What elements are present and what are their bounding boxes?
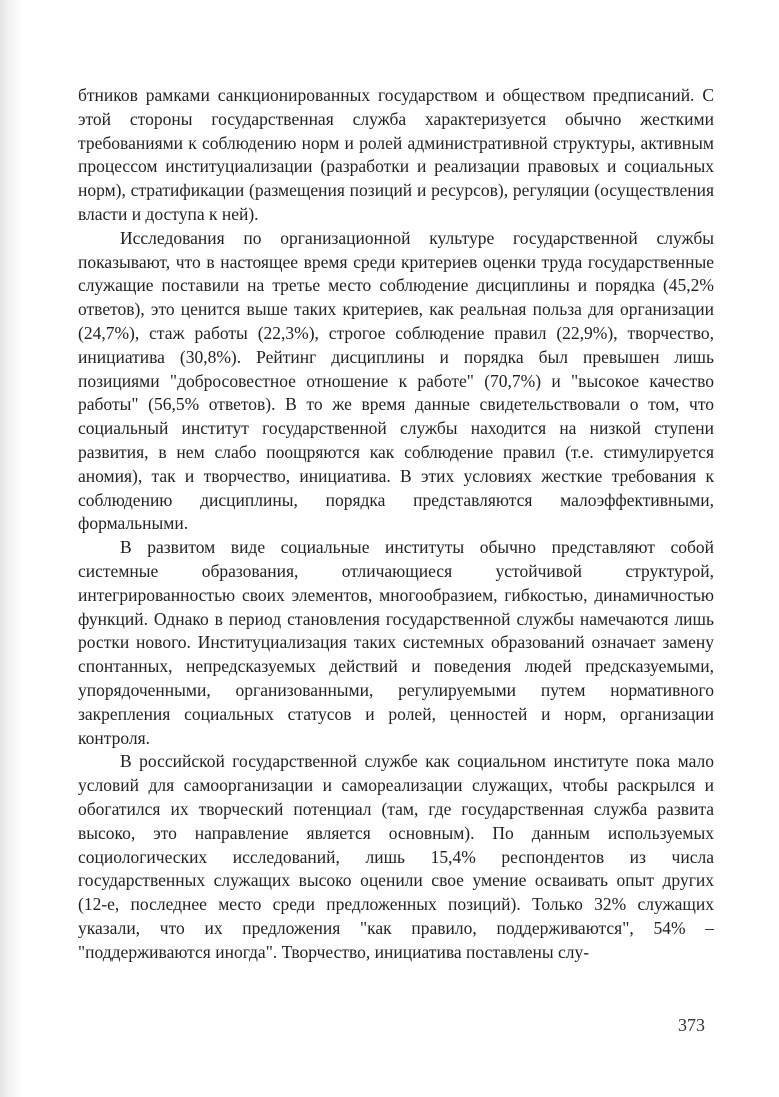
paragraph-4: В российской государственной службе как социальном институте пока мало условий для самоорганизации и самореализации служащих, чтобы раскрылся и обогатился их творческий потенциал (там, где государственная служба развита высоко, это направление является основным). По данным используемых социологических исследований, лишь 15,4% респондентов из числа государственных служащих высоко оценили свое умение осваивать опыт других (12-е, последнее место среди предложенных позиций). Только 32% служащих указали, что их предложения "как правило, поддерживаются", 54% – "поддерживаются иногда". Творчество, инициатива поставлены слу- <box>78 751 714 962</box>
page-body <box>78 84 714 964</box>
scan-edge-shadow <box>0 0 22 1097</box>
paragraph-2: Исследования по организационной культуре государственной службы показывают, что в настоящее время среди критериев оценки труда государственные служащие поставили на третье место соблюдение дисциплины и порядка (45,2% ответов), это ценится выше таких критериев, как реальная польза для организации (24,7%), стаж работы (22,3%), строгое соблюдение правил (22,9%), творчество, инициатива (30,8%). Рейтинг дисциплины и порядка был превышен лишь позициями "добросовестное отношение к работе" (70,7%) и "высокое качество работы" (56,5% ответов). В то же время данные свидетельствовали о том, что социальный институт государственной службы находится на низкой ступени развития, в нем слабо поощряются как соблюдение правил (т.е. стимулируется аномия), так и творчество, инициатива. В этих условиях жесткие требования к соблюдению дисциплины, порядка представляются малоэффективными, формальными. <box>78 227 714 534</box>
paragraph-1: бтников рамками санкционированных государством и обществом предписаний. С этой стороны государственная служба характеризуется обычно жесткими требованиями к соблюдению норм и ролей административной структуры, активным процессом институциализации (разработки и реализации правовых и социальных норм), стратификации (размещения позиций и ресурсов), регуляции (осуществления власти и доступа к ней). <box>78 85 714 224</box>
page-number: 373 <box>678 1015 705 1035</box>
paragraph-3: В развитом виде социальные институты обычно представляют собой системные образования, отличающиеся устойчивой структурой, интегрированностью своих элементов, многообразием, гибкостью, динамичностью функций. Однако в период становления государственной службы намечаются лишь ростки нового. Институциализация таких системных образований означает замену спонтанных, непредсказуемых действий и поведения людей предсказуемыми, упорядоченными, организованными, регулируемыми путем нормативного закрепления социальных статусов и ролей, ценностей и норм, организации контроля. <box>78 537 714 748</box>
